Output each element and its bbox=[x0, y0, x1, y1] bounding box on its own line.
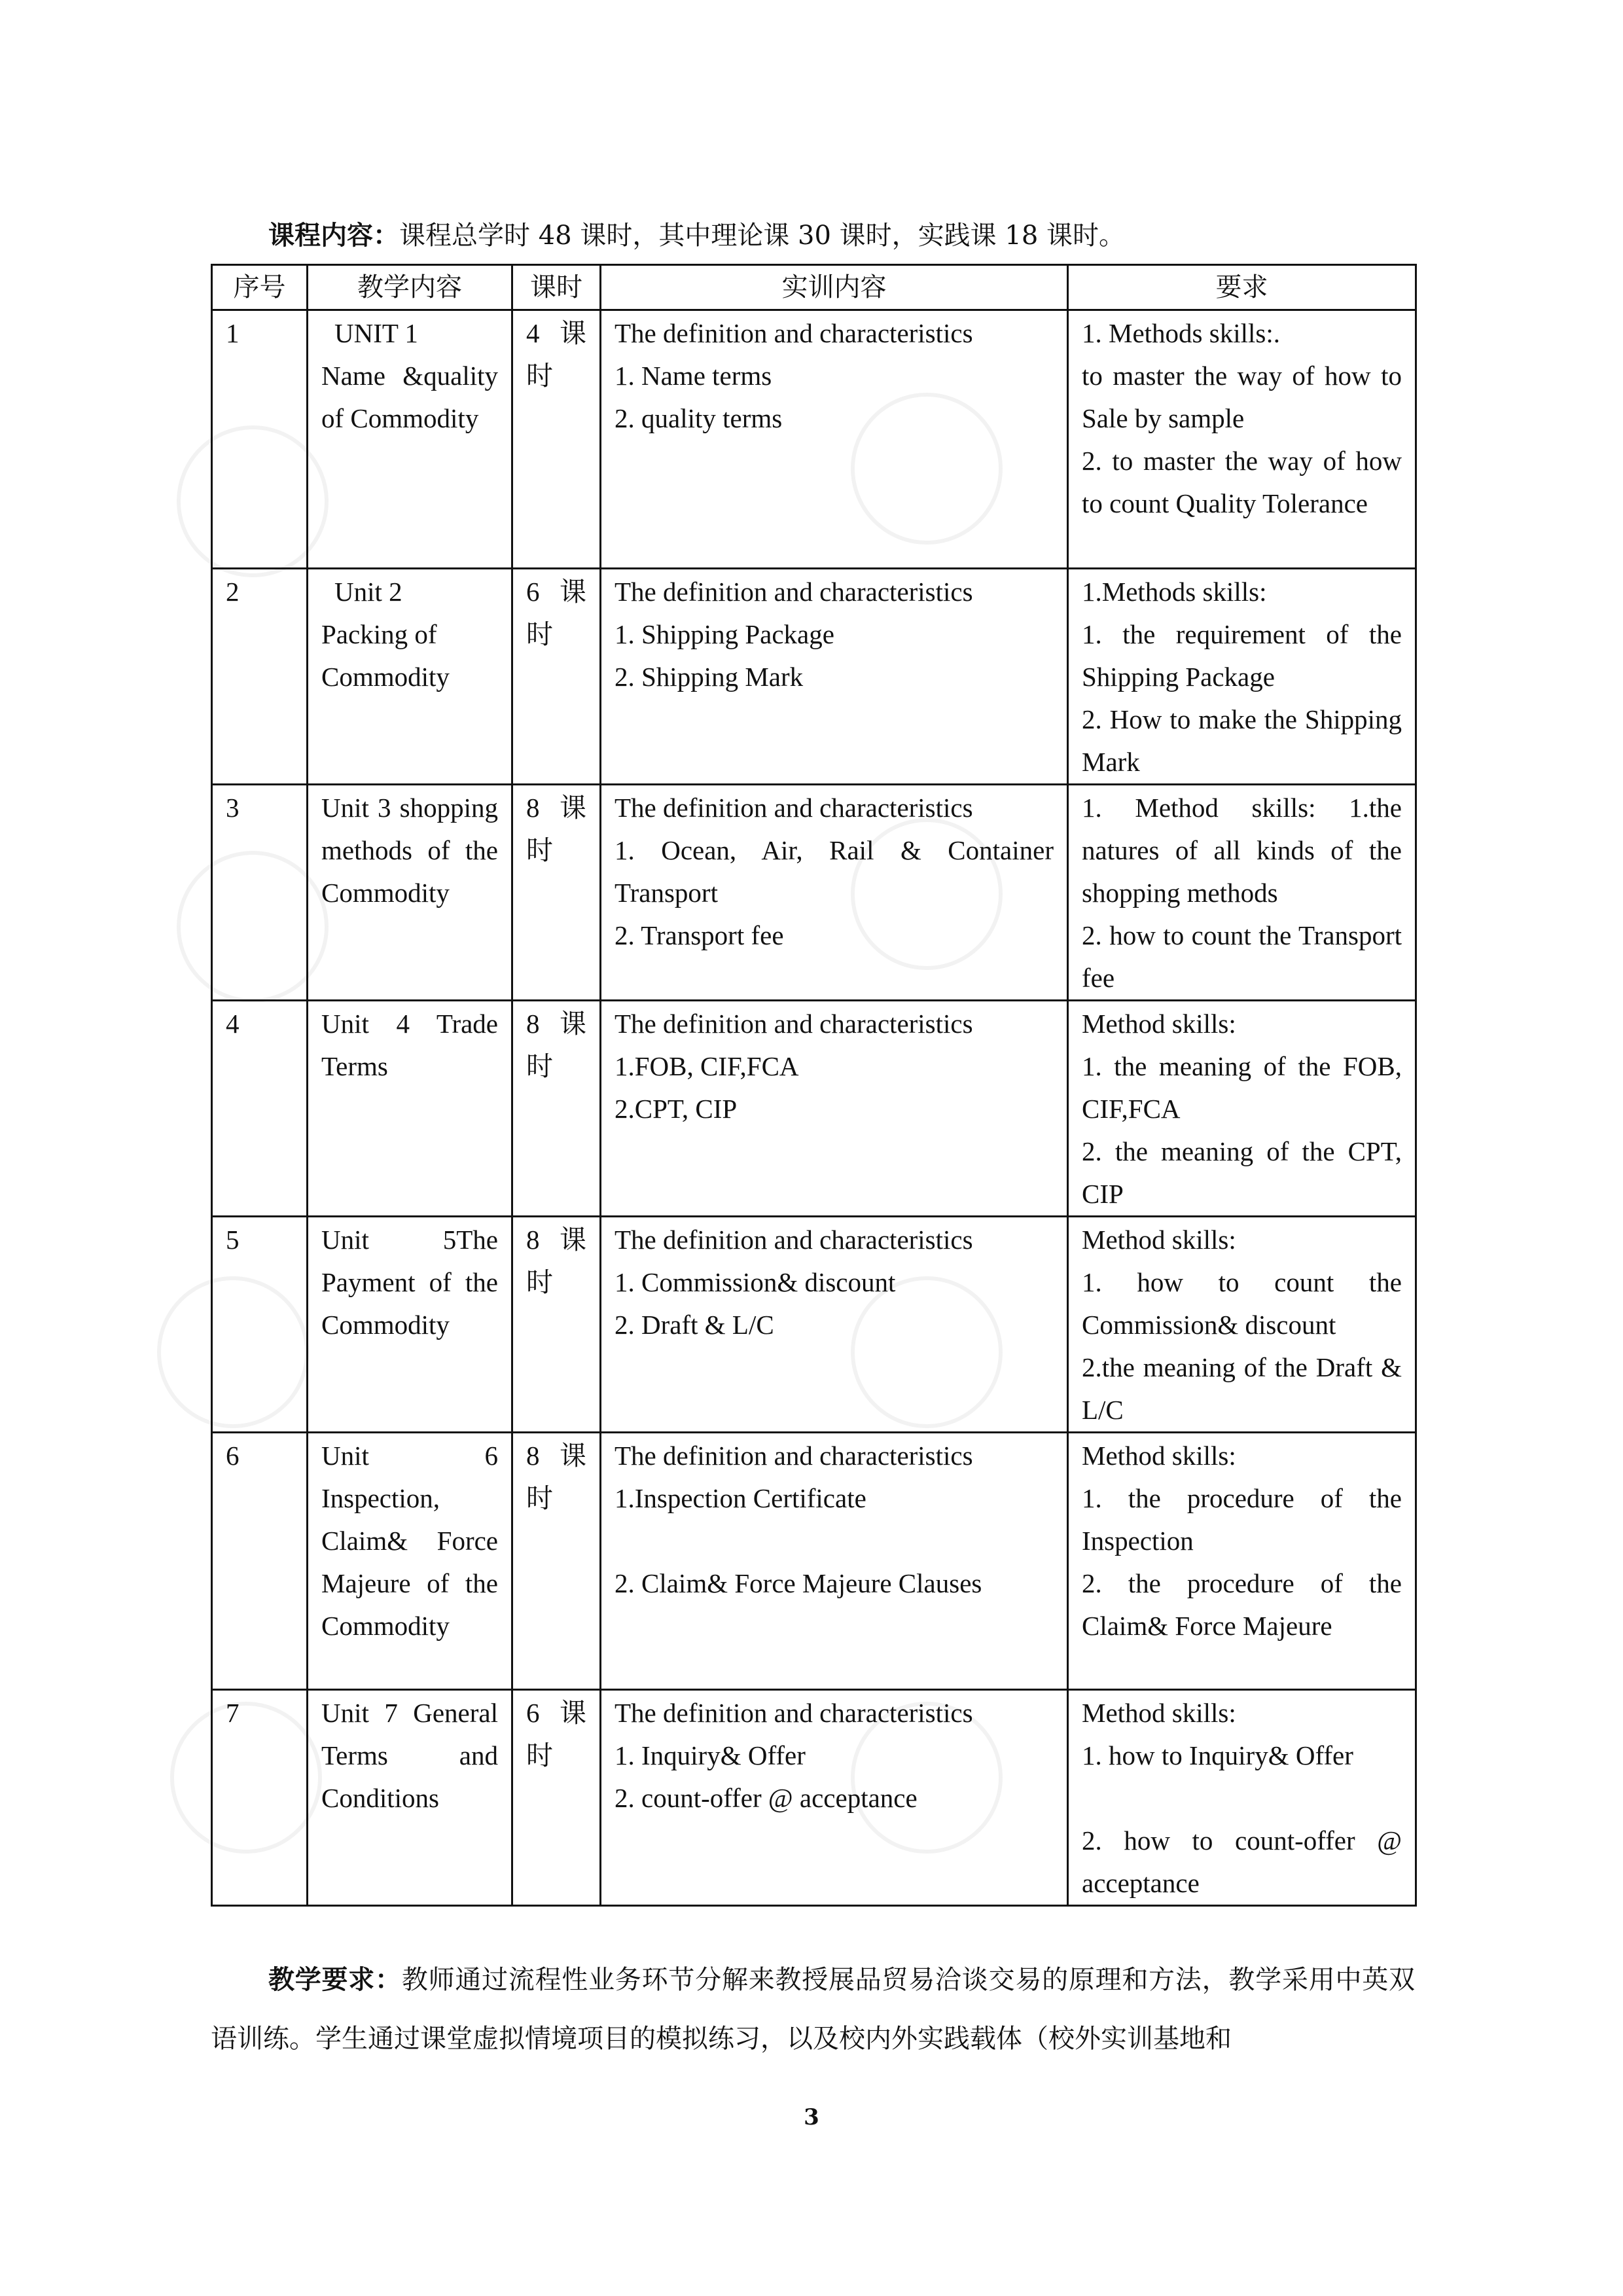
row-number: 4 bbox=[212, 1001, 308, 1217]
requirement-line: Method skills: bbox=[1082, 1009, 1236, 1039]
requirement-line: 2. the procedure of the Claim& Force Majeure bbox=[1082, 1568, 1402, 1641]
row-hours: 8 课时 bbox=[512, 785, 601, 1001]
header-training-content: 实训内容 bbox=[601, 265, 1068, 310]
header-number: 序号 bbox=[212, 265, 308, 310]
row-training bbox=[601, 785, 1068, 1001]
table-row bbox=[212, 1690, 1416, 1906]
row-training bbox=[601, 1217, 1068, 1433]
intro-label: 课程内容： bbox=[268, 220, 399, 251]
training-line: 1. Shipping Package bbox=[615, 619, 834, 649]
teaching-requirements-paragraph bbox=[211, 1950, 1415, 2068]
row-content bbox=[308, 785, 512, 1001]
row-requirements bbox=[1068, 569, 1416, 785]
requirement-line: 1.Methods skills: bbox=[1082, 577, 1267, 607]
row-hours: 8 课时 bbox=[512, 1433, 601, 1690]
training-line: 2. Draft & L/C bbox=[615, 1310, 774, 1340]
requirement-line: 2. How to make the Shipping Mark bbox=[1082, 704, 1402, 777]
row-requirements bbox=[1068, 1001, 1416, 1217]
requirement-line: 2. how to count-offer @ acceptance bbox=[1082, 1825, 1402, 1898]
header-hours: 课时 bbox=[512, 265, 601, 310]
row-content bbox=[308, 1001, 512, 1217]
course-content-intro bbox=[268, 216, 1446, 255]
row-training bbox=[601, 569, 1068, 785]
training-line: 2. Shipping Mark bbox=[615, 662, 804, 692]
row-number: 1 bbox=[212, 310, 308, 569]
training-line: 2. count-offer @ acceptance bbox=[615, 1783, 918, 1813]
training-line: 1. Name terms bbox=[615, 361, 772, 391]
training-line: The definition and characteristics bbox=[615, 793, 973, 823]
content-line: Unit 3 shopping methods of the Commodity bbox=[321, 793, 498, 908]
training-line: 1. Inquiry& Offer bbox=[615, 1740, 806, 1770]
table-header-row bbox=[212, 265, 1416, 310]
training-line: The definition and characteristics bbox=[615, 318, 973, 348]
row-content bbox=[308, 310, 512, 569]
requirements-text: 教师通过流程性业务环节分解来教授展品贸易洽谈交易的原理和方法，教学采用中英双语训练。学生通过课堂虚拟情境项目的模拟练习，以及校内外实践载体（校外实训基地和 bbox=[211, 1965, 1416, 2054]
intro-text: 课程总学时 48 课时，其中理论课 30 课时，实践课 18 课时。 bbox=[399, 221, 1125, 251]
requirement-line: 2. how to count the Transport fee bbox=[1082, 920, 1402, 993]
training-line: The definition and characteristics bbox=[615, 1225, 973, 1255]
content-line: Packing of Commodity bbox=[321, 619, 450, 692]
requirement-line: 1. how to Inquiry& Offer bbox=[1082, 1740, 1353, 1770]
requirement-line: 2.the meaning of the Draft & L/C bbox=[1082, 1352, 1402, 1425]
header-teaching-content: 教学内容 bbox=[308, 265, 512, 310]
table-row bbox=[212, 785, 1416, 1001]
row-content bbox=[308, 1217, 512, 1433]
row-training bbox=[601, 310, 1068, 569]
requirement-line: 1. the meaning of the FOB, CIF,FCA bbox=[1082, 1051, 1402, 1124]
row-requirements bbox=[1068, 310, 1416, 569]
table-row bbox=[212, 1433, 1416, 1690]
row-training bbox=[601, 1433, 1068, 1690]
requirements-label: 教学要求： bbox=[268, 1964, 402, 1995]
page-number: 3 bbox=[804, 2104, 819, 2130]
header-requirements: 要求 bbox=[1068, 265, 1416, 310]
content-line: Unit 7 General Terms and Conditions bbox=[321, 1698, 498, 1813]
row-requirements bbox=[1068, 1433, 1416, 1690]
course-table bbox=[211, 264, 1417, 1907]
training-line: 2.CPT, CIP bbox=[615, 1094, 738, 1124]
content-line: Name &quality of Commodity bbox=[321, 361, 498, 433]
requirement-line: Method skills: bbox=[1082, 1225, 1236, 1255]
training-line: The definition and characteristics bbox=[615, 1698, 973, 1728]
requirement-line: 2. to master the way of how to count Quality Tolerance bbox=[1082, 446, 1402, 518]
table-row bbox=[212, 310, 1416, 569]
table-row bbox=[212, 569, 1416, 785]
row-requirements bbox=[1068, 785, 1416, 1001]
requirement-line: 2. the meaning of the CPT, CIP bbox=[1082, 1136, 1402, 1209]
training-line: 1. Ocean, Air, Rail & Container Transport bbox=[615, 835, 1054, 908]
training-line: 1. Commission& discount bbox=[615, 1267, 896, 1297]
content-line: Unit 4 Trade Terms bbox=[321, 1009, 498, 1081]
row-content bbox=[308, 1690, 512, 1906]
row-hours: 6 课时 bbox=[512, 1690, 601, 1906]
row-training bbox=[601, 1690, 1068, 1906]
requirement-line: 1. the requirement of the Shipping Package bbox=[1082, 619, 1402, 692]
training-line: The definition and characteristics bbox=[615, 1009, 973, 1039]
row-training bbox=[601, 1001, 1068, 1217]
requirement-line: to master the way of how to Sale by sample bbox=[1082, 361, 1402, 433]
row-number: 3 bbox=[212, 785, 308, 1001]
training-line: 2. Claim& Force Majeure Clauses bbox=[615, 1568, 982, 1598]
training-line: The definition and characteristics bbox=[615, 1441, 973, 1471]
content-line: Unit 5The Payment of the Commodity bbox=[321, 1225, 498, 1340]
content-line: Unit 6 Inspection, Claim& Force Majeure of the Commodity bbox=[321, 1441, 498, 1641]
requirement-line: Method skills: bbox=[1082, 1698, 1236, 1728]
table-row bbox=[212, 1217, 1416, 1433]
row-number: 5 bbox=[212, 1217, 308, 1433]
row-hours: 6 课时 bbox=[512, 569, 601, 785]
row-number: 6 bbox=[212, 1433, 308, 1690]
requirement-line: 1. Method skills: 1.the natures of all kinds of the shopping methods bbox=[1082, 793, 1402, 908]
training-line: 2. quality terms bbox=[615, 403, 783, 433]
row-requirements bbox=[1068, 1690, 1416, 1906]
training-line bbox=[615, 1520, 1054, 1562]
requirement-line: 1. how to count the Commission& discount bbox=[1082, 1267, 1402, 1340]
training-line: 1.FOB, CIF,FCA bbox=[615, 1051, 799, 1081]
content-line: UNIT 1 bbox=[334, 318, 418, 348]
row-hours: 8 课时 bbox=[512, 1001, 601, 1217]
row-number: 7 bbox=[212, 1690, 308, 1906]
row-requirements bbox=[1068, 1217, 1416, 1433]
requirement-line: 1. the procedure of the Inspection bbox=[1082, 1483, 1402, 1556]
training-line: 2. Transport fee bbox=[615, 920, 784, 950]
requirement-line bbox=[1082, 1777, 1402, 1820]
table-row bbox=[212, 1001, 1416, 1217]
training-line: 1.Inspection Certificate bbox=[615, 1483, 866, 1513]
row-content bbox=[308, 1433, 512, 1690]
requirement-line: 1. Methods skills:. bbox=[1082, 318, 1280, 348]
training-line: The definition and characteristics bbox=[615, 577, 973, 607]
row-number: 2 bbox=[212, 569, 308, 785]
requirement-line: Method skills: bbox=[1082, 1441, 1236, 1471]
row-hours: 4 课时 bbox=[512, 310, 601, 569]
content-line: Unit 2 bbox=[334, 577, 402, 607]
row-hours: 8 课时 bbox=[512, 1217, 601, 1433]
row-content bbox=[308, 569, 512, 785]
